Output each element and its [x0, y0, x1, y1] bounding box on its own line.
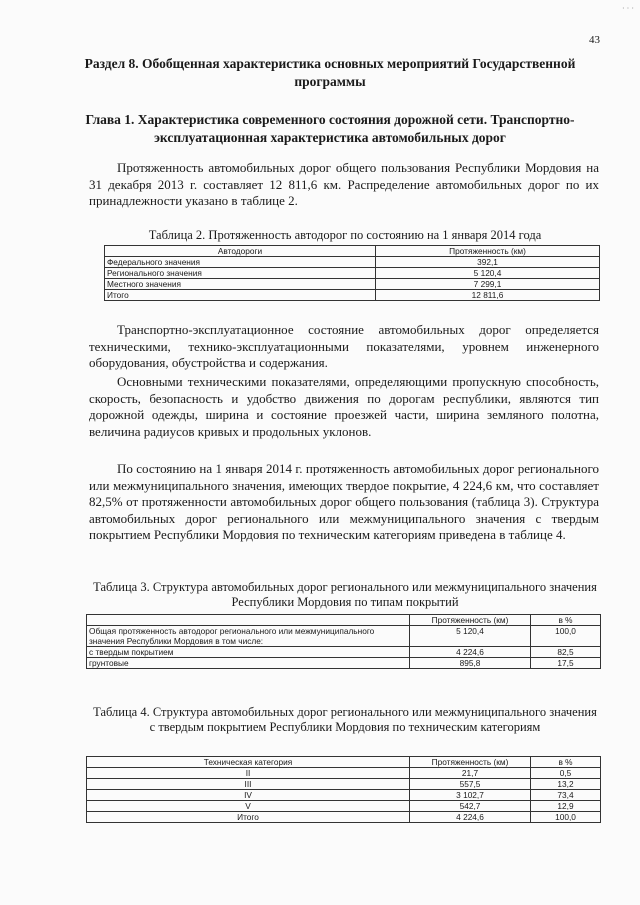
- table-cell: IV: [87, 790, 410, 801]
- table2-caption: Таблица 2. Протяженность автодорог по состоянию на 1 января 2014 года: [148, 228, 542, 242]
- table-cell: 542,7: [410, 801, 531, 812]
- table-row: [87, 801, 601, 812]
- table-cell: 4 224,6: [410, 647, 531, 658]
- table-2: [104, 245, 600, 301]
- table-cell: 17,5: [531, 658, 601, 669]
- table-row: [87, 790, 601, 801]
- table-cell: III: [87, 779, 410, 790]
- paragraph-1: Протяженность автомобильных дорог общего пользования Республики Мордовия на 31 декабря 2013 г. составляет 12 811,6 км. Распределение автомобильных дорог по их принадлежности указано в таблице 2.: [89, 160, 599, 208]
- table-row: [105, 268, 600, 279]
- table-cell: 73,4: [531, 790, 601, 801]
- table-cell: Федерального значения: [105, 257, 376, 268]
- table3-caption: Таблица 3. Структура автомобильных дорог регионального или межмуниципального значения Республики Мордовия по типам покрытий: [93, 580, 597, 609]
- table-cell: 3 102,7: [410, 790, 531, 801]
- table-cell: 5 120,4: [376, 268, 600, 279]
- table-row: [87, 812, 601, 823]
- table-cell: 5 120,4: [410, 626, 531, 647]
- table-header-cell: в %: [531, 615, 601, 626]
- paragraph-4: По состоянию на 1 января 2014 г. протяженность автомобильных дорог регионального или межмуниципального значения, имеющих твердое покрытие, 4 224,6 км, что составляет 82,5% от протяженности автомобильных дорог общего пользования (таблица 3). Структура автомобильных дорог регионального или межмуниципального значения с твердым покрытием Республики Мордовия по техническим категориям приведена в таблице 4.: [89, 461, 599, 542]
- table-cell: II: [87, 768, 410, 779]
- table-header-cell: Протяженность (км): [376, 246, 600, 257]
- table-cell: 100,0: [531, 812, 601, 823]
- table-row: [105, 290, 600, 301]
- table-row: [87, 768, 601, 779]
- table-cell: Итого: [105, 290, 376, 301]
- table-cell: 82,5: [531, 647, 601, 658]
- table-cell: 392,1: [376, 257, 600, 268]
- table-cell: Итого: [87, 812, 410, 823]
- section-title: Раздел 8. Обобщенная характеристика основных мероприятий Государственной программы: [84, 56, 576, 89]
- table-cell: 100,0: [531, 626, 601, 647]
- table4-caption: Таблица 4. Структура автомобильных дорог регионального или межмуниципального значения с твердым покрытием Республики Мордовия по техническим категориям: [93, 705, 597, 734]
- table-header-cell: Автодороги: [105, 246, 376, 257]
- table-header-cell: [87, 615, 410, 626]
- table-cell: 0,5: [531, 768, 601, 779]
- table-cell: Регионального значения: [105, 268, 376, 279]
- table-cell: V: [87, 801, 410, 812]
- table-header-row: [87, 615, 601, 626]
- table-cell: Местного значения: [105, 279, 376, 290]
- paragraph-2: Транспортно-эксплуатационное состояние автомобильных дорог определяется техническими, технико-эксплуатационными показателями, уровнем инженерного оборудования, обустройства и содержания.: [89, 322, 599, 370]
- table-cell: грунтовые: [87, 658, 410, 669]
- table-header-cell: Протяженность (км): [410, 615, 531, 626]
- table-header-cell: в %: [531, 757, 601, 768]
- table-row: [105, 257, 600, 268]
- table-cell: 7 299,1: [376, 279, 600, 290]
- scan-mark: · · ·: [622, 4, 634, 13]
- table-cell: 4 224,6: [410, 812, 531, 823]
- table-cell: 557,5: [410, 779, 531, 790]
- table-row: [87, 647, 601, 658]
- paragraph-3: Основными техническими показателями, определяющими пропускную способность, скорость, безопасность и удобство движения по дорогам республики, являются тип дорожной одежды, ширина и состояние проезжей части, ширина земляного полотна, величина радиусов кривых и продольных уклонов.: [89, 374, 599, 439]
- table-cell: Общая протяженность автодорог регионального или межмуниципального значения Республики Мордовия в том числе:: [87, 626, 410, 647]
- table-header-cell: Техническая категория: [87, 757, 410, 768]
- page-number: 43: [589, 34, 600, 46]
- table-cell: 12 811,6: [376, 290, 600, 301]
- table-cell: 13,2: [531, 779, 601, 790]
- chapter-title: Глава 1. Характеристика современного состояния дорожной сети. Транспортно-эксплуатационная характеристика автомобильных дорог: [85, 112, 575, 145]
- table-4: [86, 756, 601, 823]
- table-3: [86, 614, 601, 669]
- table-cell: 12,9: [531, 801, 601, 812]
- table-header-row: [87, 757, 601, 768]
- table-row: [87, 626, 601, 647]
- table-cell: 895,8: [410, 658, 531, 669]
- table-row: [105, 279, 600, 290]
- table-header-row: [105, 246, 600, 257]
- table-row: [87, 658, 601, 669]
- table-row: [87, 779, 601, 790]
- table-cell: 21,7: [410, 768, 531, 779]
- table-header-cell: Протяженность (км): [410, 757, 531, 768]
- table-cell: с твердым покрытием: [87, 647, 410, 658]
